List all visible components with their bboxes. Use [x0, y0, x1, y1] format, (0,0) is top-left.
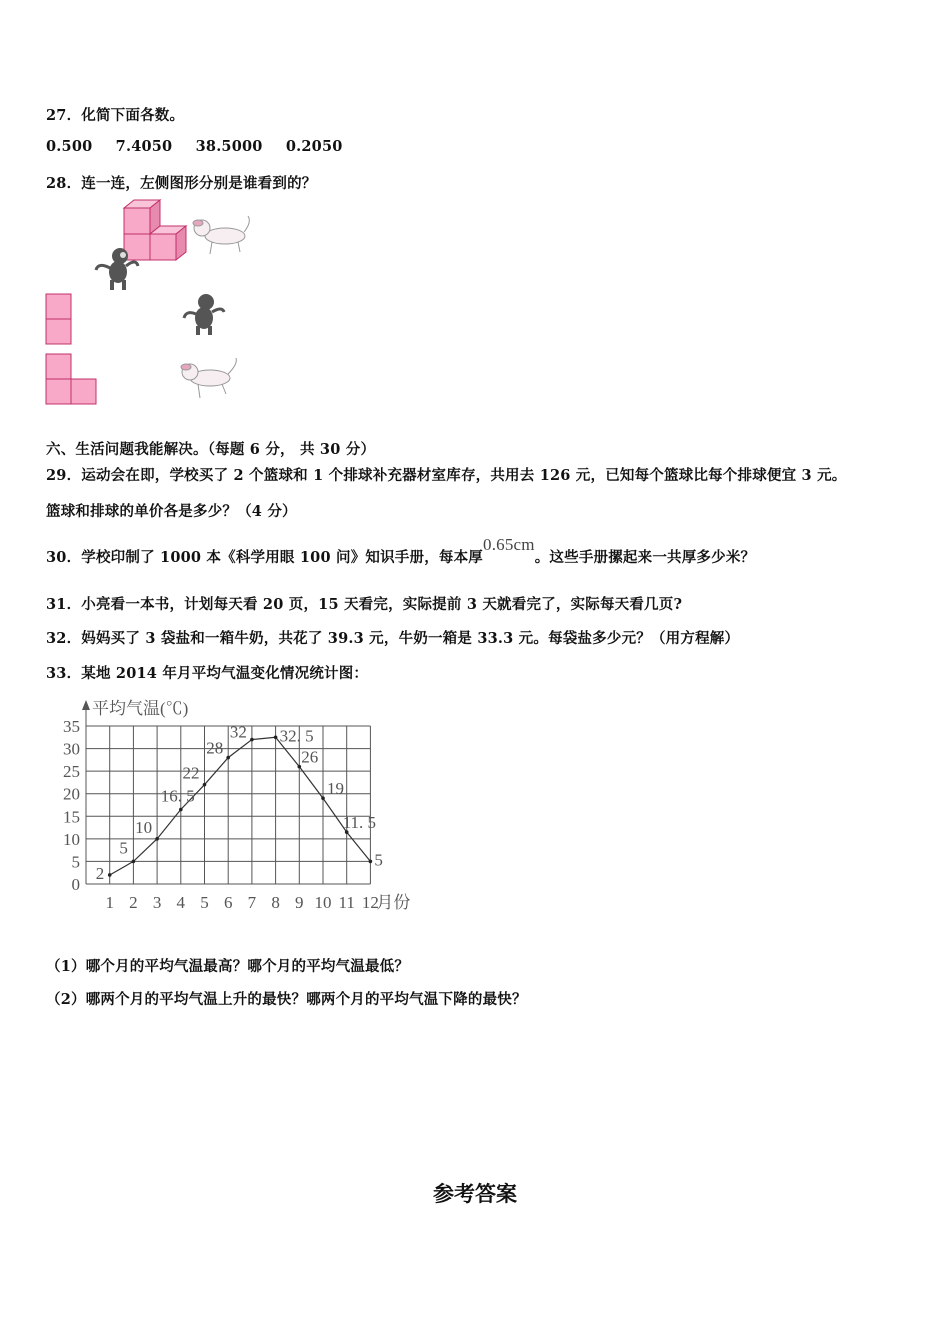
y-tick-label: 30 — [63, 739, 80, 759]
section6-title: 六、生活问题我能解决。（每题 6 分， 共 30 分） — [46, 441, 376, 458]
data-label: 32. 5 — [279, 726, 314, 746]
data-point — [250, 738, 254, 742]
q30-thickness: 0.65cm — [483, 535, 535, 554]
y-axis-label: 平均气温(℃) — [92, 699, 189, 718]
data-label: 16. 5 — [160, 786, 195, 806]
data-point — [132, 860, 136, 864]
dog-icon — [193, 216, 249, 254]
x-tick-label: 10 — [314, 893, 332, 912]
x-tick-label: 4 — [176, 893, 186, 912]
x-tick-label: 1 — [105, 893, 114, 912]
q30-before: 30．学校印制了 1000 本《科学用眼 100 问》知识手册，每本厚 — [46, 549, 483, 566]
data-point — [369, 860, 373, 864]
x-tick-label: 2 — [129, 893, 138, 912]
q27-number: 0.500 — [46, 138, 93, 155]
x-tick-label: 12 — [361, 893, 379, 912]
data-label: 10 — [135, 817, 153, 837]
x-tick-label: 6 — [223, 893, 233, 912]
y-tick-label: 25 — [63, 762, 80, 782]
x-tick-label: 8 — [271, 893, 280, 912]
y-axis-arrow — [82, 700, 90, 710]
monkey-icon — [184, 294, 224, 335]
q32-text: 32．妈妈买了 3 袋盐和一箱牛奶，共花了 39.3 元，牛奶一箱是 33.3 元。每袋盐多少元？（用方程解） — [46, 630, 740, 647]
dog-icon — [181, 358, 236, 398]
y-tick-label: 5 — [71, 852, 80, 872]
q30-after: 。这些手册摞起来一共厚多少米？ — [534, 549, 756, 566]
data-label: 32 — [229, 722, 247, 742]
view-side-l-shape — [46, 354, 96, 404]
view-front-stack — [46, 294, 71, 344]
q30-text — [46, 535, 756, 567]
x-tick-label: 9 — [295, 893, 304, 912]
y-tick-label: 0 — [71, 875, 80, 894]
q33-title: 33．某地 2014 年月平均气温变化情况统计图： — [46, 665, 369, 682]
data-label: 5 — [119, 838, 128, 858]
data-point — [226, 756, 230, 760]
data-label: 11. 5 — [342, 813, 377, 833]
x-tick-label: 11 — [338, 893, 355, 912]
answer-title: 参考答案 — [433, 1182, 517, 1206]
q27-number: 0.2050 — [285, 138, 343, 155]
data-label: 5 — [374, 850, 383, 870]
q33-sub1: （1）哪个月的平均气温最高？哪个月的平均气温最低？ — [46, 958, 410, 975]
data-label: 22 — [182, 763, 200, 783]
data-label: 2 — [95, 863, 105, 883]
q29-line1: 29．运动会在即，学校买了 2 个篮球和 1 个排球补充器材室库存，共用去 126 元，已知每个篮球比每个排球便宜 3 元。 — [46, 467, 847, 484]
q28-figure — [40, 196, 260, 410]
q28-title: 28．连一连，左侧图形分别是谁看到的？ — [46, 175, 317, 192]
data-point — [155, 837, 159, 841]
q27-numbers — [46, 138, 361, 155]
x-tick-label: 7 — [247, 893, 257, 912]
q27-number: 38.5000 — [195, 138, 263, 155]
q29-line2: 篮球和排球的单价各是多少？（4 分） — [46, 503, 297, 520]
y-tick-label: 10 — [63, 829, 80, 849]
data-point — [203, 783, 207, 787]
data-label: 26 — [301, 747, 319, 767]
data-label: 28 — [206, 738, 224, 758]
x-axis-label: 月份 — [376, 893, 411, 912]
data-point — [179, 808, 183, 812]
data-point — [108, 873, 112, 877]
y-tick-label: 35 — [63, 717, 80, 736]
q27-number: 7.4050 — [115, 138, 173, 155]
y-tick-label: 15 — [63, 807, 80, 827]
data-point — [321, 796, 325, 800]
temperature-line — [110, 737, 371, 875]
cube-shape-icon — [124, 200, 186, 260]
temperature-line-chart — [58, 694, 438, 918]
y-tick-label: 20 — [63, 784, 80, 804]
data-label: 19 — [327, 779, 344, 799]
q27-title: 27．化简下面各数。 — [46, 107, 185, 124]
data-point — [274, 735, 278, 739]
q31-text: 31．小亮看一本书，计划每天看 20 页，15 天看完，实际提前 3 天就看完了，实际每天看几页? — [46, 596, 683, 613]
q33-sub2: （2）哪两个月的平均气温上升的最快？哪两个月的平均气温下降的最快？ — [46, 991, 527, 1008]
x-tick-label: 5 — [200, 893, 209, 912]
x-tick-label: 3 — [152, 893, 162, 912]
